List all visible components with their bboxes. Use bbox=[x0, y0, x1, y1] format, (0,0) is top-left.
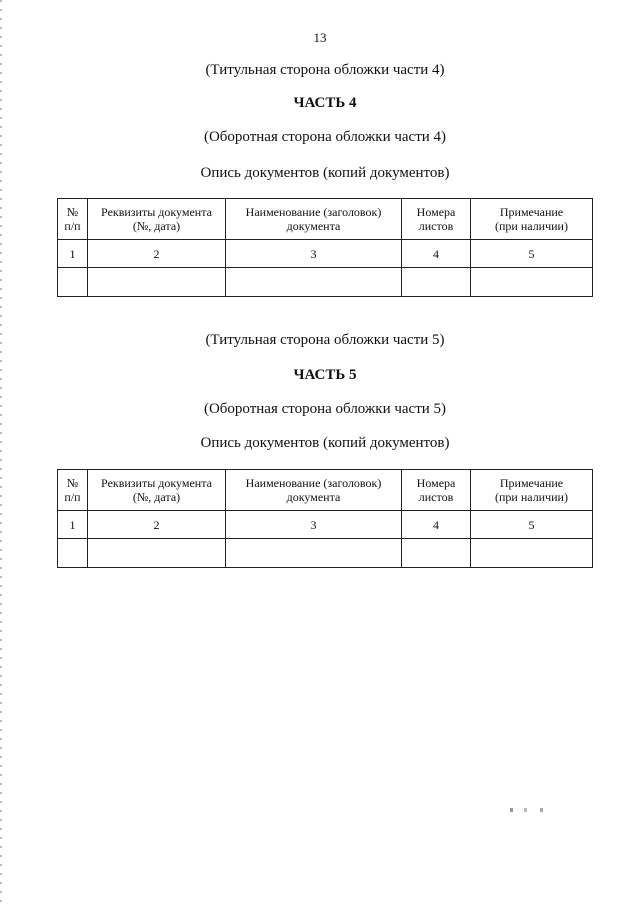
column-number-cell: 4 bbox=[402, 511, 471, 539]
column-number-cell: 3 bbox=[226, 240, 402, 268]
empty-cell bbox=[402, 539, 471, 568]
scan-mark-artifact bbox=[510, 808, 550, 812]
column-number-cell: 5 bbox=[471, 240, 593, 268]
empty-cell bbox=[226, 539, 402, 568]
cover-back-part-4: (Оборотная сторона обложки части 4) bbox=[203, 129, 447, 145]
header-cell: № п/п bbox=[58, 470, 88, 511]
inventory-title-part-4: Опись документов (копий документов) bbox=[200, 165, 450, 181]
table-column-number-row bbox=[58, 511, 593, 539]
column-number-cell: 4 bbox=[402, 240, 471, 268]
column-number-cell: 2 bbox=[88, 240, 226, 268]
empty-cell bbox=[88, 539, 226, 568]
header-cell: Номера листов bbox=[402, 470, 471, 511]
inventory-table-part-4 bbox=[57, 198, 593, 297]
table-empty-row bbox=[58, 539, 593, 568]
empty-cell bbox=[402, 268, 471, 297]
header-cell: Наименование (заголовок) документа bbox=[226, 199, 402, 240]
column-number-cell: 2 bbox=[88, 511, 226, 539]
inventory-title-part-5: Опись документов (копий документов) bbox=[200, 435, 450, 451]
empty-cell bbox=[471, 268, 593, 297]
empty-cell bbox=[471, 539, 593, 568]
header-cell: Наименование (заголовок) документа bbox=[226, 470, 402, 511]
header-cell: Реквизиты документа (№, дата) bbox=[88, 199, 226, 240]
part-4-title: ЧАСТЬ 4 bbox=[293, 95, 357, 111]
header-cell: Примечание (при наличии) bbox=[471, 199, 593, 240]
table-header-row bbox=[58, 470, 593, 511]
header-cell: Примечание (при наличии) bbox=[471, 470, 593, 511]
column-number-cell: 5 bbox=[471, 511, 593, 539]
empty-cell bbox=[88, 268, 226, 297]
empty-cell bbox=[226, 268, 402, 297]
page-number: 13 bbox=[313, 30, 327, 45]
cover-back-part-5: (Оборотная сторона обложки части 5) bbox=[203, 401, 447, 417]
empty-cell bbox=[58, 268, 88, 297]
table-empty-row bbox=[58, 268, 593, 297]
part-5-title: ЧАСТЬ 5 bbox=[293, 367, 357, 383]
table-column-number-row bbox=[58, 240, 593, 268]
empty-cell bbox=[58, 539, 88, 568]
cover-front-part-4: (Титульная сторона обложки части 4) bbox=[205, 62, 445, 78]
table-header-row bbox=[58, 199, 593, 240]
column-number-cell: 3 bbox=[226, 511, 402, 539]
inventory-table-part-5 bbox=[57, 469, 593, 568]
column-number-cell: 1 bbox=[58, 511, 88, 539]
header-cell: № п/п bbox=[58, 199, 88, 240]
header-cell: Реквизиты документа (№, дата) bbox=[88, 470, 226, 511]
column-number-cell: 1 bbox=[58, 240, 88, 268]
header-cell: Номера листов bbox=[402, 199, 471, 240]
cover-front-part-5: (Титульная сторона обложки части 5) bbox=[205, 332, 445, 348]
